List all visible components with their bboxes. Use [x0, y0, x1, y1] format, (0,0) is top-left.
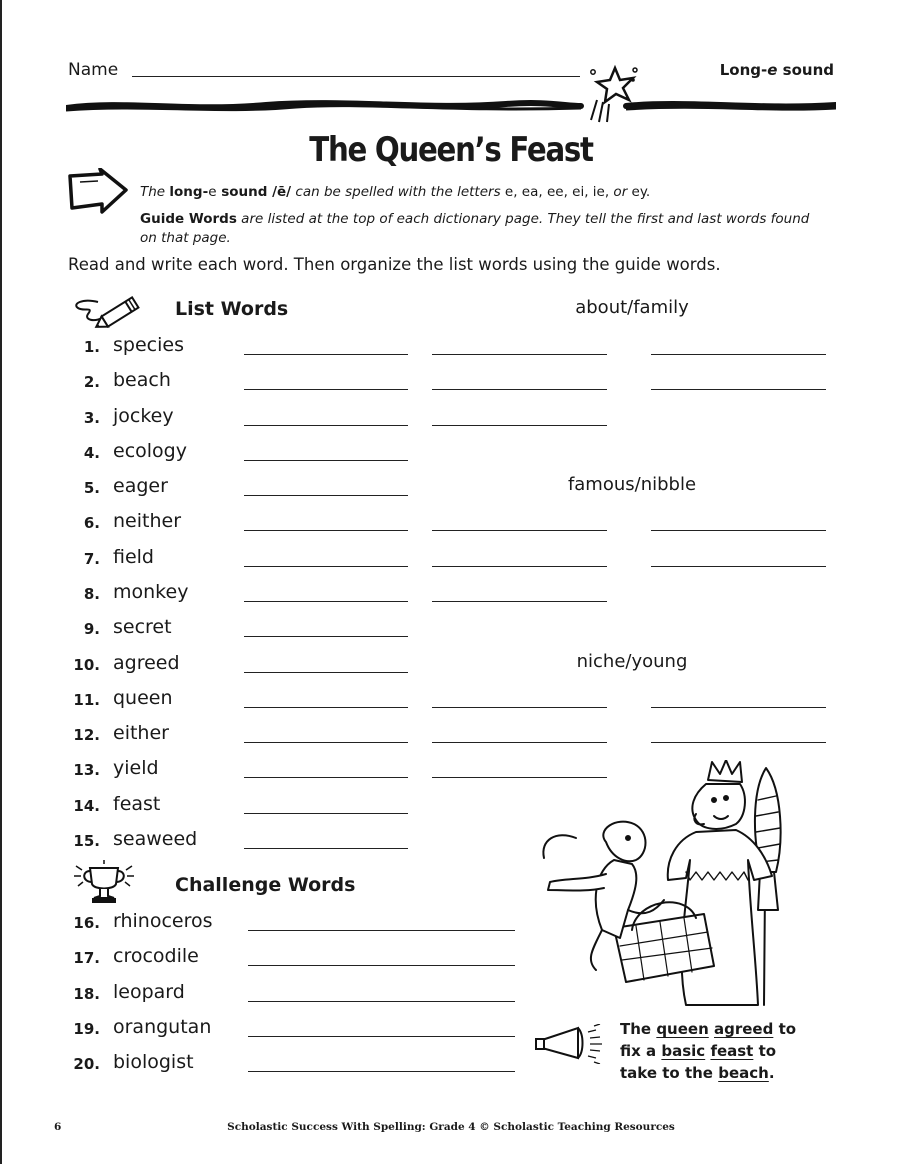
- list-word: eager: [113, 475, 168, 497]
- list-word: secret: [113, 616, 172, 638]
- guide-group-line[interactable]: [651, 530, 826, 531]
- header-brush-rule: [66, 96, 836, 118]
- guide-group-heading: about/family: [575, 297, 689, 318]
- guide-group-line[interactable]: [432, 354, 607, 355]
- write-line[interactable]: [244, 777, 408, 778]
- list-word: agreed: [113, 652, 180, 674]
- write-line[interactable]: [244, 636, 408, 637]
- write-line[interactable]: [244, 813, 408, 814]
- list-words-heading: List Words: [175, 298, 289, 320]
- list-word: ecology: [113, 440, 187, 462]
- guide-group-line[interactable]: [651, 742, 826, 743]
- guide-group-line[interactable]: [651, 566, 826, 567]
- directions: Read and write each word. Then organize the list words using the guide words.: [68, 255, 721, 274]
- write-line[interactable]: [244, 566, 408, 567]
- write-line[interactable]: [244, 389, 408, 390]
- write-line[interactable]: [244, 707, 408, 708]
- guide-group-line[interactable]: [432, 389, 607, 390]
- write-line[interactable]: [244, 601, 408, 602]
- guide-group-heading: famous/nibble: [567, 474, 697, 495]
- list-word: feast: [113, 793, 161, 815]
- list-word: monkey: [113, 581, 189, 603]
- write-line[interactable]: [244, 530, 408, 531]
- spelling-rule: The long-e sound /ē/ can be spelled with the letters e, ea, ee, ei, ie, or ey.: [140, 184, 651, 200]
- megaphone-icon: [534, 1024, 614, 1064]
- write-line[interactable]: [244, 848, 408, 849]
- challenge-word: biologist: [113, 1051, 194, 1073]
- sentence-caption: The queen agreed to fix a basic feast to take to the beach.: [620, 1020, 797, 1082]
- write-line[interactable]: [248, 1001, 515, 1002]
- list-word: jockey: [113, 405, 174, 427]
- name-label: Name: [68, 60, 119, 80]
- list-word: yield: [113, 757, 159, 779]
- name-line[interactable]: [132, 76, 580, 77]
- write-line[interactable]: [244, 354, 408, 355]
- write-line[interactable]: [244, 425, 408, 426]
- guide-group-line[interactable]: [432, 742, 607, 743]
- challenge-word: crocodile: [113, 945, 199, 967]
- write-line[interactable]: [244, 672, 408, 673]
- topic-label: Long-e sound: [719, 61, 834, 79]
- challenge-word: leopard: [113, 981, 185, 1003]
- guide-group-line[interactable]: [651, 707, 826, 708]
- list-word: beach: [113, 369, 171, 391]
- write-line[interactable]: [244, 460, 408, 461]
- write-line[interactable]: [244, 742, 408, 743]
- trophy-icon: [68, 858, 140, 908]
- list-word: species: [113, 334, 184, 356]
- guide-group-line[interactable]: [432, 425, 607, 426]
- arrow-icon: [66, 168, 130, 216]
- page-number: 6: [54, 1121, 62, 1133]
- list-word: either: [113, 722, 169, 744]
- list-word: field: [113, 546, 154, 568]
- guide-group-heading: niche/young: [576, 651, 688, 672]
- guide-group-line[interactable]: [432, 601, 607, 602]
- list-word: seaweed: [113, 828, 198, 850]
- page-edge: [0, 0, 2, 1164]
- write-line[interactable]: [244, 495, 408, 496]
- list-word: queen: [113, 687, 173, 709]
- guide-group-line[interactable]: [432, 530, 607, 531]
- guide-group-line[interactable]: [651, 389, 826, 390]
- list-word: neither: [113, 510, 182, 532]
- guide-group-line[interactable]: [651, 354, 826, 355]
- footer-credit: Scholastic Success With Spelling: Grade 4 © Scholastic Teaching Resources: [227, 1121, 675, 1133]
- challenge-word: rhinoceros: [113, 910, 213, 932]
- page-title: The Queen’s Feast: [309, 130, 593, 170]
- guide-words-explanation: Guide Words are listed at the top of each dictionary page. They tell the first and last words found on that page.: [140, 211, 810, 246]
- guide-group-line[interactable]: [432, 566, 607, 567]
- challenge-words-heading: Challenge Words: [175, 874, 356, 896]
- guide-group-line[interactable]: [432, 707, 607, 708]
- pencil-icon: [68, 290, 152, 330]
- write-line[interactable]: [248, 1036, 515, 1037]
- queen-monkey-illustration: [536, 760, 836, 1010]
- write-line[interactable]: [248, 1071, 515, 1072]
- write-line[interactable]: [248, 965, 515, 966]
- write-line[interactable]: [248, 930, 515, 931]
- challenge-word: orangutan: [113, 1016, 212, 1038]
